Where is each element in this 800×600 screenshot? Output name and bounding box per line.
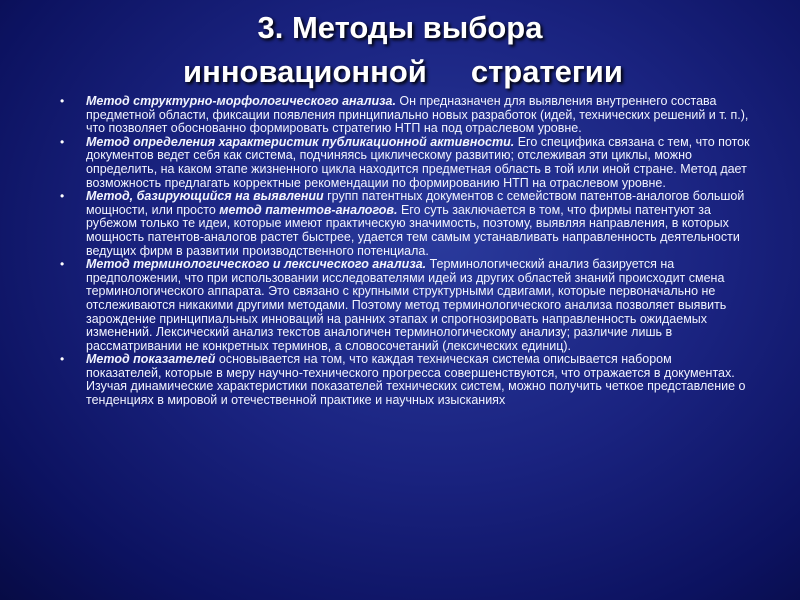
bullet-item — [60, 136, 750, 190]
method-description: групп патентных документов с семейством патентов-аналогов большой мощности, или просто — [86, 189, 745, 217]
method-name: Метод терминологического и лексического анализа. — [86, 257, 427, 272]
method-description: Он предназначен для выявления внутреннего состава предметной области, фиксации появления принципиально новых разработок (идей, технических решений и т. п.), что позволяет обоснованно формировать стратегию НТП на под отраслевом уровне. — [86, 94, 749, 136]
bullet-dot-icon: • — [60, 257, 65, 272]
method-name: Метод, базирующийся на выявлении — [86, 189, 324, 204]
title-line-1: 3. Методы выбора — [257, 10, 543, 45]
title-word-strategy: стратегии — [470, 54, 623, 89]
method-name-secondary: метод патентов-аналогов. — [219, 202, 398, 217]
method-name: Метод структурно-морфологического анализа. — [86, 94, 396, 108]
slide-title — [0, 6, 800, 94]
bullet-dot-icon: • — [60, 352, 65, 367]
bullet-item — [60, 353, 750, 407]
bullet-item — [60, 258, 750, 353]
bullet-dot-icon: • — [60, 134, 65, 149]
title-word-innovative: инновационной — [183, 54, 427, 89]
method-description: Терминологический анализ базируется на предположении, что при использовании исследователями идей из других областей знаний происходит смена терминологического аппарата. Это связано с крупными структурными сдвигами, которые первоначально не отслеживаются никакими другими методами. Поэтому метод терминологического анализа позволяет выявить зарождение принципиальных инноваций на ранних этапах и спрогнозировать направленность ожидаемых изменений. Лексический анализ текстов аналогичен терминологическому анализу; различие лишь в рассматривании не конкретных терминов, а словосочетаний (лексических единиц). — [86, 257, 727, 353]
method-description: Его суть заключается в том, что фирмы патентуют за рубежом только те идеи, которые имеют практическую значимость, поэтому, выявляя направления, в которых мощность патентов-аналогов растет быстрее, удается тем самым устанавливать направленность деятельности ведущих фирм в развитии производственного потенциала. — [86, 202, 740, 258]
bullet-item — [60, 190, 750, 258]
method-name: Метод показателей — [86, 352, 216, 367]
bullet-item — [60, 95, 750, 136]
method-name: Метод определения характеристик публикационной активности. — [86, 134, 515, 149]
bullet-dot-icon: • — [60, 94, 65, 108]
method-description: основывается на том, что каждая техническая система описывается набором показателей, которые в меру научно-технического прогресса совершенствуются, что отражается в документах. Изучая динамические характеристики показателей технических систем, можно получить четкое представление о тенденциях в мировой и отечественной практике и научных изысканиях — [86, 352, 746, 408]
method-description: Его специфика связана с тем, что поток документов ведет себя как система, подчиняясь циклическому развитию; отслеживая эти циклы, можно определить, на каком этапе жизненного цикла находится предметная область в той или иной стране. Метод дает возможность предлагать корректные рекомендации по формированию НТП на отраслевом уровне. — [86, 134, 750, 190]
bullet-list — [60, 95, 750, 408]
title-line-2 — [0, 50, 800, 94]
bullet-dot-icon: • — [60, 189, 65, 204]
